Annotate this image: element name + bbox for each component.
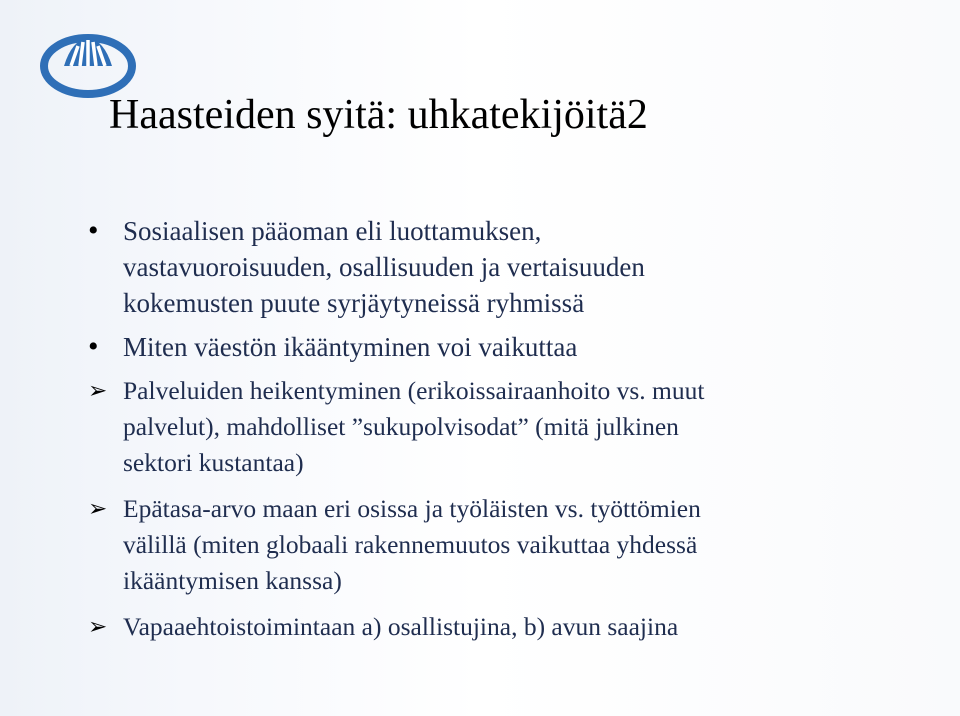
bullet-item-social-capital xyxy=(88,213,908,321)
bullet-list xyxy=(88,213,908,645)
bullet-text-line: palvelut), mahdolliset ”sukupolvisodat” (mitä julkinen xyxy=(123,412,679,441)
sub-item-services xyxy=(88,373,908,481)
bullet-text-line: vastavuoroisuuden, osallisuuden ja vertaisuuden xyxy=(123,252,645,282)
bullet-text-line: Palveluiden heikentyminen (erikoissairaanhoito vs. muut xyxy=(123,376,705,405)
bullet-text-line: sektori kustantaa) xyxy=(123,448,304,477)
bullet-text-line: Sosiaalisen pääoman eli luottamuksen, xyxy=(123,216,542,246)
arrow-bullet-icon: ➢ xyxy=(88,378,108,404)
bullet-text-line: Vapaaehtoistoimintaan a) osallistujina, b) avun saajina xyxy=(123,612,679,641)
bullet-text-line: Epätasa-arvo maan eri osissa ja työläisten vs. työttömien xyxy=(123,494,701,523)
bullet-text-line: ikääntymisen kanssa) xyxy=(123,566,342,595)
bullet-text-line: Miten väestön ikääntyminen voi vaikuttaa xyxy=(123,332,578,362)
bullet-text-line: välillä (miten globaali rakennemuutos vaikuttaa yhdessä xyxy=(123,530,698,559)
bullet-dot-icon: • xyxy=(88,214,99,247)
sub-item-volunteering xyxy=(88,609,908,645)
arrow-bullet-icon: ➢ xyxy=(88,614,108,640)
bullet-text-line: kokemusten puute syrjäytyneissä ryhmissä xyxy=(123,288,585,318)
slide-title: Haasteiden syitä: uhkatekijöitä2 xyxy=(109,92,648,138)
arrow-bullet-icon: ➢ xyxy=(88,496,108,522)
bullet-item-aging xyxy=(88,329,908,365)
sub-item-inequality xyxy=(88,491,908,599)
bullet-dot-icon: • xyxy=(88,330,99,363)
